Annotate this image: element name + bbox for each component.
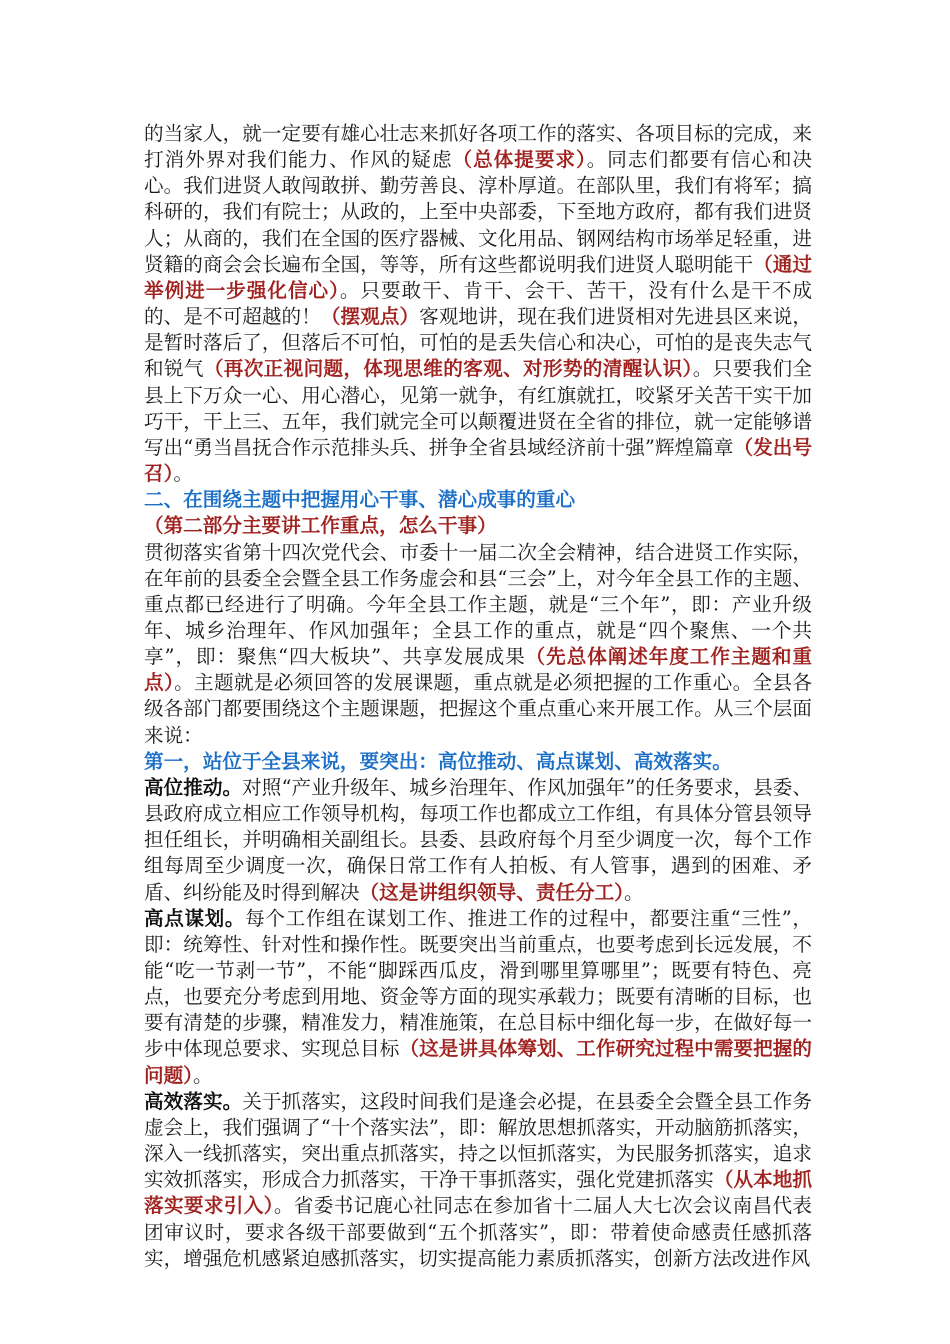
section-heading-2: 二、在围绕主题中把握用心干事、潜心成事的重心 [144, 488, 576, 512]
paragraph-2 [144, 540, 812, 749]
body-text: 贯彻落实省第十四次党代会、市委十一届二次全会精神，结合进贤工作实际，在年前的县委全会暨全县工作务虚会和县“三会”上，对今年全县工作的主题、重点都已经进行了明确。今年全县工作主题，就是“三个年”，即：产业升级年、城乡治理年、作风加强年；全县工作的重点，就是“四个聚焦、一个共享”，即：聚焦“四大板块”、共享发展成果 [144, 540, 812, 669]
body-text: 每个工作组在谋划工作、推进工作的过程中，都要注重“三性”，即：统筹性、针对性和操作性。既要突出当前重点，也要考虑到长远发展，不能“吃一节剥一节”，不能“脚踩西瓜皮，滑到哪里算哪里”；既要有特色、亮点，也要充分考虑到用地、资金等方面的现实承载力；既要有清晰的目标，也要有清楚的步骤，精准发力，精准施策，在总目标中细化每一步，在做好每一步中体现总要求、实现总目标 [144, 906, 812, 1061]
annotation-note: （先总体阐述年度工作主题和重点） [144, 645, 812, 695]
paragraph-1 [144, 121, 812, 487]
annotation-note: （这是讲组织领导、责任分工） [359, 880, 625, 904]
lead-phrase: 高位推动。 [144, 775, 243, 799]
annotation-note: （再次正视问题，体现思维的客观、对形势的清醒认识） [203, 357, 693, 381]
body-text: 。 [624, 880, 644, 904]
body-text: 。 [192, 1063, 213, 1087]
body-text: 客观地讲，现在我们进贤相对先进县区来说，是暂时落后了，但落后不可怕，可怕的是丢失信心和决心，可怕的是丧失志气和锐气 [144, 305, 813, 381]
body-text: 。主题就是必须回答的发展课题，重点就是必须把握的工作重心。全县各级各部门都要围绕这个主题课题，把握这个重点重心来开展工作。从三个层面来说： [144, 671, 812, 747]
lead-phrase: 高效落实。 [144, 1089, 243, 1113]
body-text: 。省委书记鹿心社同志在参加省十二届人大七次会议南昌代表团审议时，要求各级干部要做到“五个抓落实”，即：带着使命感责任感抓落实，增强危机感紧迫感抓落实，切实提高能力素质抓落实，创新方法改进作风 [144, 1194, 813, 1270]
annotation-note: （发出号召） [144, 435, 812, 486]
body-text: 关于抓落实，这段时间我们是逢会必提，在县委全会暨全县工作务虚会上，我们强调了“十个落实法”，即：解放思想抓落实，开动脑筋抓落实，深入一线抓落实，突出重点抓落实，持之以恒抓落实，为民服务抓落实，追求实效抓落实，形成合力抓落实，干净干事抓落实，强化党建抓落实 [144, 1089, 813, 1192]
paragraph-high-level-push [144, 775, 812, 906]
annotation-note: （从本地抓落实要求引入） [144, 1168, 813, 1218]
body-text: 。 [173, 462, 193, 486]
annotation-note: （通过举例进一步强化信心） [144, 252, 813, 302]
body-text: 。只要我们全县上下万众一心、用心潜心，见第一就争，有红旗就扛，咬紧牙关苦干实干加巧干，干上三、五年，我们就完全可以颠覆进贤在全省的排位，就一定能够谱写出“勇当昌抚合作示范排头兵、拼争全省县域经济前十强”辉煌篇章 [144, 357, 813, 459]
paragraph-high-planning [144, 906, 812, 1089]
annotation-note: （摆观点） [320, 305, 420, 329]
body-text: 。只要敢干、肯干、会干、苦干，没有什么是干不成的、是不可超越的！ [144, 278, 812, 329]
body-text: 对照“产业升级年、城乡治理年、作风加强年”的任务要求，县委、县政府成立相应工作领导机构，每项工作也都成立工作组，有具体分管县领导担任组长，并明确相关副组长。县委、县政府每个月至少调度一次，每个工作组每周至少调度一次，确保日常工作有人拍板、有人管事，遇到的困难、矛盾、纠纷能及时得到解决 [144, 775, 812, 904]
subheading-first: 第一，站位于全县来说，要突出：高位推动、高点谋划、高效落实。 [144, 749, 732, 773]
document-page [144, 121, 812, 1272]
annotation-note: （总体提要求） [452, 148, 587, 172]
paragraph-efficient-implementation [144, 1089, 812, 1272]
section-heading-2-note: （第二部分主要讲工作重点，怎么干事） [144, 514, 497, 538]
body-text: 的当家人，就一定要有雄心壮志来抓好各项工作的落实、各项目标的完成，来打消外界对我们能力、作风的疑虑 [144, 122, 812, 172]
body-text: 。同志们都要有信心和决心。我们进贤人敢闯敢拼、勤劳善良、淳朴厚道。在部队里，我们有将军；搞科研的，我们有院士；从政的，上至中央部委，下至地方政府，都有我们进贤人；从商的，我们在全国的医疗器械、文化用品、钢网结构市场举足轻重，进贤籍的商会会长遍布全国，等等，所有这些都说明我们进贤人聪明能干 [144, 148, 813, 276]
annotation-note: （这是讲具体筹划、工作研究过程中需要把握的问题） [144, 1037, 813, 1087]
lead-phrase: 高点谋划。 [144, 906, 246, 930]
